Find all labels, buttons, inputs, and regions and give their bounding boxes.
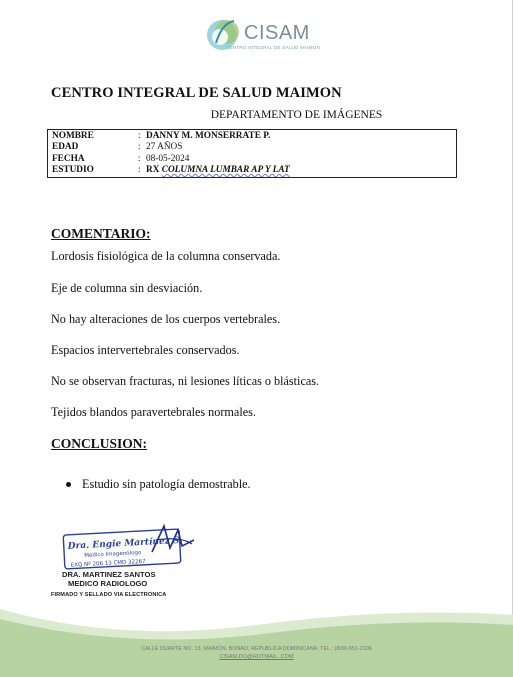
info-value-name: DANNY M. MONSERRATE P. bbox=[146, 131, 271, 141]
stamp-name: Dra. Engie Martínez S. bbox=[67, 535, 183, 552]
study-name: COLUMNA LUMBAR AP Y LAT bbox=[161, 165, 290, 176]
finding-line: No hay alteraciones de los cuerpos vertebrales. bbox=[51, 312, 281, 326]
department-subtitle bbox=[0, 109, 513, 121]
info-row-date bbox=[52, 154, 452, 165]
logo-subtext: CENTRO INTEGRAL DE SALUD MAIMON bbox=[226, 45, 321, 50]
finding-line: Espacios intervertebrales conservados. bbox=[51, 343, 240, 357]
cisam-logo bbox=[194, 10, 324, 58]
department-subtitle-text: DEPARTAMENTO DE IMÁGENES bbox=[210, 109, 383, 121]
info-label: NOMBRE bbox=[52, 131, 94, 141]
info-separator: : bbox=[138, 153, 141, 164]
footer-email-link[interactable]: CISAM.DO@HOTMAIL. COM bbox=[219, 654, 294, 660]
info-label: FECHA bbox=[52, 153, 85, 164]
logo-text: CISAM bbox=[244, 22, 310, 44]
info-row-name bbox=[52, 131, 452, 142]
comentario-heading: COMENTARIO: bbox=[51, 226, 151, 241]
finding-line: No se observan fracturas, ni lesiones líticas o blásticas. bbox=[51, 374, 320, 388]
signatory bbox=[62, 570, 156, 588]
finding-line: Lordosis fisiológica de la columna conservada. bbox=[51, 249, 281, 263]
finding-line: Tejidos blandos paravertebrales normales. bbox=[51, 405, 256, 419]
finding-line: Eje de columna sin desviación. bbox=[51, 281, 203, 295]
info-value-study bbox=[146, 165, 452, 176]
info-label: EDAD bbox=[52, 142, 79, 153]
signature-stamp bbox=[60, 520, 200, 572]
info-row-age bbox=[52, 142, 452, 153]
signatory-role: MEDICO RADIOLOGO bbox=[68, 579, 148, 588]
bullet-icon bbox=[66, 482, 71, 487]
stamp-exq: EXQ Nº 206 13 CMD 32267 bbox=[70, 558, 146, 569]
footer-address: CALLE DUARTE NO. 13, MAIMÓN, BONAO, REPUBLICA DOMINICANA, TEL.: (809)-551-2106 bbox=[141, 646, 372, 652]
conclusion-heading: CONCLUSION: bbox=[51, 436, 148, 451]
info-separator: : bbox=[138, 131, 141, 141]
patient-info-box bbox=[47, 129, 457, 178]
stamp-role: Medico Imagenólogo bbox=[84, 549, 142, 559]
info-value-age: 27 AÑOS bbox=[146, 142, 183, 153]
info-separator: : bbox=[138, 165, 141, 176]
info-label: ESTUDIO bbox=[52, 165, 94, 176]
footer-wave bbox=[0, 595, 513, 677]
conclusion-item: Estudio sin patología demostrable. bbox=[82, 477, 251, 491]
info-separator: : bbox=[138, 142, 141, 153]
page-title: CENTRO INTEGRAL DE SALUD MAIMON bbox=[51, 85, 342, 101]
signatory-name: DRA. MARTINEZ SANTOS bbox=[62, 570, 156, 579]
info-value-date: 08-05-2024 bbox=[146, 153, 190, 164]
electronic-signature-note: FIRMADO Y SELLADO VIA ELECTRONICA bbox=[51, 592, 167, 598]
info-row-study bbox=[52, 165, 452, 176]
study-prefix: RX bbox=[146, 165, 162, 176]
